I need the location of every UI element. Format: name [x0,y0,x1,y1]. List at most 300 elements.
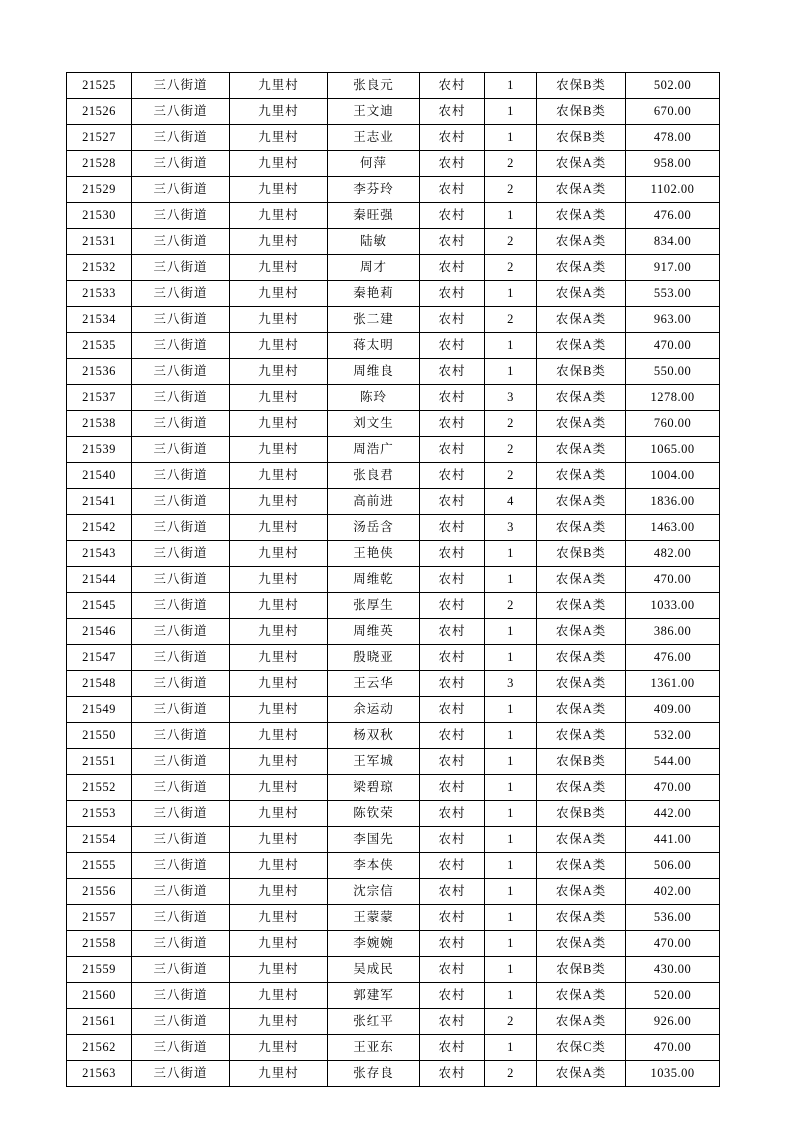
table-row [67,1009,720,1035]
cell-insclass: 农保A类 [537,879,626,905]
cell-name: 秦艳莉 [328,281,420,307]
cell-insclass: 农保C类 [537,1035,626,1061]
cell-insclass: 农保A类 [537,827,626,853]
cell-persons: 2 [485,151,537,177]
cell-name: 李婉婉 [328,931,420,957]
cell-category: 农村 [420,645,485,671]
cell-insclass: 农保B类 [537,73,626,99]
cell-category: 农村 [420,203,485,229]
cell-serial: 21542 [67,515,132,541]
cell-serial: 21543 [67,541,132,567]
cell-name: 王云华 [328,671,420,697]
cell-serial: 21551 [67,749,132,775]
cell-serial: 21532 [67,255,132,281]
cell-village: 九里村 [230,437,328,463]
cell-street: 三八街道 [132,515,230,541]
cell-category: 农村 [420,671,485,697]
cell-name: 郭建军 [328,983,420,1009]
cell-persons: 1 [485,983,537,1009]
cell-insclass: 农保A类 [537,619,626,645]
cell-persons: 1 [485,957,537,983]
cell-persons: 2 [485,437,537,463]
table-row [67,125,720,151]
cell-amount: 476.00 [626,203,720,229]
cell-category: 农村 [420,229,485,255]
cell-village: 九里村 [230,99,328,125]
cell-insclass: 农保A类 [537,385,626,411]
table-row [67,359,720,385]
cell-street: 三八街道 [132,437,230,463]
cell-amount: 1361.00 [626,671,720,697]
cell-category: 农村 [420,957,485,983]
cell-persons: 4 [485,489,537,515]
cell-village: 九里村 [230,619,328,645]
cell-amount: 958.00 [626,151,720,177]
cell-category: 农村 [420,125,485,151]
cell-village: 九里村 [230,73,328,99]
cell-name: 张良君 [328,463,420,489]
cell-persons: 2 [485,307,537,333]
cell-category: 农村 [420,281,485,307]
cell-serial: 21547 [67,645,132,671]
cell-insclass: 农保A类 [537,255,626,281]
cell-category: 农村 [420,515,485,541]
cell-amount: 1033.00 [626,593,720,619]
cell-amount: 1065.00 [626,437,720,463]
cell-village: 九里村 [230,229,328,255]
cell-serial: 21552 [67,775,132,801]
cell-category: 农村 [420,749,485,775]
cell-street: 三八街道 [132,749,230,775]
cell-name: 李芬玲 [328,177,420,203]
cell-street: 三八街道 [132,983,230,1009]
cell-insclass: 农保A类 [537,281,626,307]
cell-serial: 21556 [67,879,132,905]
cell-amount: 476.00 [626,645,720,671]
cell-name: 王志业 [328,125,420,151]
cell-village: 九里村 [230,385,328,411]
cell-insclass: 农保A类 [537,307,626,333]
cell-name: 秦旺强 [328,203,420,229]
cell-category: 农村 [420,437,485,463]
cell-street: 三八街道 [132,723,230,749]
cell-street: 三八街道 [132,671,230,697]
cell-amount: 963.00 [626,307,720,333]
cell-insclass: 农保A类 [537,151,626,177]
table-row [67,697,720,723]
table-row [67,489,720,515]
cell-street: 三八街道 [132,827,230,853]
cell-street: 三八街道 [132,879,230,905]
cell-insclass: 农保A类 [537,177,626,203]
cell-serial: 21544 [67,567,132,593]
cell-insclass: 农保A类 [537,411,626,437]
cell-insclass: 农保B类 [537,957,626,983]
table-row [67,619,720,645]
cell-street: 三八街道 [132,619,230,645]
cell-persons: 1 [485,853,537,879]
cell-street: 三八街道 [132,905,230,931]
cell-name: 王艳侠 [328,541,420,567]
cell-village: 九里村 [230,697,328,723]
cell-category: 农村 [420,619,485,645]
cell-village: 九里村 [230,1009,328,1035]
table-row [67,775,720,801]
cell-category: 农村 [420,463,485,489]
table-row [67,567,720,593]
cell-street: 三八街道 [132,1009,230,1035]
cell-serial: 21553 [67,801,132,827]
cell-persons: 1 [485,541,537,567]
cell-name: 周维英 [328,619,420,645]
cell-street: 三八街道 [132,333,230,359]
cell-village: 九里村 [230,567,328,593]
cell-category: 农村 [420,1035,485,1061]
cell-name: 王亚东 [328,1035,420,1061]
cell-amount: 470.00 [626,567,720,593]
cell-name: 王文迪 [328,99,420,125]
cell-serial: 21540 [67,463,132,489]
cell-amount: 470.00 [626,931,720,957]
table-row [67,281,720,307]
cell-street: 三八街道 [132,359,230,385]
cell-village: 九里村 [230,541,328,567]
cell-name: 杨双秋 [328,723,420,749]
cell-insclass: 农保B类 [537,125,626,151]
cell-persons: 1 [485,125,537,151]
cell-category: 农村 [420,697,485,723]
cell-persons: 1 [485,333,537,359]
cell-amount: 1278.00 [626,385,720,411]
cell-village: 九里村 [230,359,328,385]
table-row [67,177,720,203]
cell-amount: 386.00 [626,619,720,645]
cell-persons: 1 [485,801,537,827]
cell-persons: 2 [485,1009,537,1035]
cell-insclass: 农保A类 [537,515,626,541]
cell-serial: 21530 [67,203,132,229]
cell-category: 农村 [420,411,485,437]
table-row [67,1035,720,1061]
cell-name: 陈玲 [328,385,420,411]
cell-street: 三八街道 [132,567,230,593]
cell-serial: 21548 [67,671,132,697]
cell-insclass: 农保A类 [537,983,626,1009]
cell-persons: 1 [485,99,537,125]
cell-name: 沈宗信 [328,879,420,905]
cell-street: 三八街道 [132,99,230,125]
cell-name: 王蒙蒙 [328,905,420,931]
table-row [67,307,720,333]
cell-category: 农村 [420,177,485,203]
cell-name: 蒋太明 [328,333,420,359]
cell-village: 九里村 [230,801,328,827]
table-row [67,437,720,463]
cell-amount: 670.00 [626,99,720,125]
cell-serial: 21561 [67,1009,132,1035]
cell-amount: 442.00 [626,801,720,827]
cell-amount: 917.00 [626,255,720,281]
cell-street: 三八街道 [132,203,230,229]
cell-amount: 536.00 [626,905,720,931]
cell-persons: 1 [485,749,537,775]
cell-persons: 2 [485,229,537,255]
cell-serial: 21536 [67,359,132,385]
table-row [67,411,720,437]
cell-amount: 470.00 [626,775,720,801]
cell-street: 三八街道 [132,957,230,983]
cell-category: 农村 [420,359,485,385]
cell-name: 高前进 [328,489,420,515]
cell-village: 九里村 [230,775,328,801]
cell-insclass: 农保A类 [537,333,626,359]
cell-amount: 553.00 [626,281,720,307]
cell-persons: 1 [485,567,537,593]
cell-amount: 482.00 [626,541,720,567]
cell-serial: 21549 [67,697,132,723]
cell-name: 殷晓亚 [328,645,420,671]
cell-insclass: 农保A类 [537,697,626,723]
table-row [67,463,720,489]
cell-category: 农村 [420,567,485,593]
cell-amount: 478.00 [626,125,720,151]
cell-name: 周维乾 [328,567,420,593]
table-row [67,1061,720,1087]
cell-village: 九里村 [230,203,328,229]
cell-village: 九里村 [230,515,328,541]
cell-amount: 402.00 [626,879,720,905]
cell-category: 农村 [420,307,485,333]
cell-name: 刘文生 [328,411,420,437]
cell-village: 九里村 [230,853,328,879]
table-row [67,827,720,853]
cell-serial: 21537 [67,385,132,411]
cell-insclass: 农保A类 [537,671,626,697]
cell-serial: 21563 [67,1061,132,1087]
cell-amount: 1004.00 [626,463,720,489]
cell-insclass: 农保A类 [537,853,626,879]
cell-name: 吴成民 [328,957,420,983]
cell-category: 农村 [420,489,485,515]
cell-insclass: 农保A类 [537,931,626,957]
cell-street: 三八街道 [132,229,230,255]
table-row [67,645,720,671]
cell-name: 张红平 [328,1009,420,1035]
cell-serial: 21533 [67,281,132,307]
cell-insclass: 农保B类 [537,359,626,385]
cell-serial: 21560 [67,983,132,1009]
cell-street: 三八街道 [132,801,230,827]
cell-name: 张二建 [328,307,420,333]
table-row [67,801,720,827]
cell-category: 农村 [420,73,485,99]
cell-village: 九里村 [230,1035,328,1061]
table-body [67,73,720,1087]
cell-insclass: 农保A类 [537,645,626,671]
cell-name: 汤岳含 [328,515,420,541]
cell-street: 三八街道 [132,73,230,99]
cell-persons: 1 [485,775,537,801]
cell-serial: 21545 [67,593,132,619]
cell-street: 三八街道 [132,411,230,437]
cell-insclass: 农保A类 [537,593,626,619]
cell-street: 三八街道 [132,541,230,567]
cell-street: 三八街道 [132,593,230,619]
cell-category: 农村 [420,827,485,853]
table-row [67,931,720,957]
cell-village: 九里村 [230,151,328,177]
cell-village: 九里村 [230,1061,328,1087]
cell-village: 九里村 [230,957,328,983]
cell-village: 九里村 [230,645,328,671]
cell-persons: 1 [485,359,537,385]
table-row [67,229,720,255]
cell-street: 三八街道 [132,177,230,203]
cell-serial: 21528 [67,151,132,177]
table-row [67,541,720,567]
cell-serial: 21535 [67,333,132,359]
cell-persons: 1 [485,619,537,645]
cell-street: 三八街道 [132,1061,230,1087]
cell-category: 农村 [420,593,485,619]
cell-street: 三八街道 [132,385,230,411]
cell-serial: 21538 [67,411,132,437]
cell-village: 九里村 [230,879,328,905]
cell-name: 周浩广 [328,437,420,463]
cell-amount: 532.00 [626,723,720,749]
cell-persons: 1 [485,905,537,931]
cell-amount: 470.00 [626,333,720,359]
cell-serial: 21559 [67,957,132,983]
table-row [67,593,720,619]
table-row [67,723,720,749]
cell-category: 农村 [420,723,485,749]
table-row [67,385,720,411]
cell-serial: 21562 [67,1035,132,1061]
cell-category: 农村 [420,541,485,567]
cell-name: 王军城 [328,749,420,775]
cell-insclass: 农保A类 [537,229,626,255]
cell-insclass: 农保B类 [537,541,626,567]
cell-amount: 430.00 [626,957,720,983]
cell-village: 九里村 [230,489,328,515]
cell-amount: 502.00 [626,73,720,99]
cell-serial: 21527 [67,125,132,151]
cell-category: 农村 [420,333,485,359]
cell-name: 周才 [328,255,420,281]
cell-serial: 21526 [67,99,132,125]
cell-insclass: 农保A类 [537,775,626,801]
cell-village: 九里村 [230,333,328,359]
cell-amount: 544.00 [626,749,720,775]
table-row [67,983,720,1009]
cell-serial: 21558 [67,931,132,957]
cell-persons: 1 [485,697,537,723]
cell-village: 九里村 [230,931,328,957]
cell-village: 九里村 [230,671,328,697]
benefit-payment-table [66,72,720,1087]
cell-persons: 2 [485,255,537,281]
cell-village: 九里村 [230,593,328,619]
cell-persons: 1 [485,645,537,671]
cell-village: 九里村 [230,307,328,333]
cell-street: 三八街道 [132,151,230,177]
cell-name: 梁碧琼 [328,775,420,801]
cell-persons: 1 [485,879,537,905]
table-row [67,879,720,905]
table-row [67,99,720,125]
cell-persons: 1 [485,203,537,229]
table-row [67,749,720,775]
cell-category: 农村 [420,853,485,879]
table-row [67,515,720,541]
cell-amount: 1102.00 [626,177,720,203]
cell-persons: 1 [485,827,537,853]
cell-amount: 470.00 [626,1035,720,1061]
cell-village: 九里村 [230,983,328,1009]
cell-category: 农村 [420,931,485,957]
cell-insclass: 农保A类 [537,489,626,515]
cell-insclass: 农保B类 [537,749,626,775]
cell-street: 三八街道 [132,463,230,489]
cell-persons: 3 [485,671,537,697]
cell-street: 三八街道 [132,645,230,671]
cell-amount: 550.00 [626,359,720,385]
cell-amount: 441.00 [626,827,720,853]
cell-serial: 21550 [67,723,132,749]
cell-serial: 21531 [67,229,132,255]
cell-village: 九里村 [230,463,328,489]
cell-serial: 21529 [67,177,132,203]
cell-category: 农村 [420,905,485,931]
cell-name: 张厚生 [328,593,420,619]
cell-insclass: 农保A类 [537,463,626,489]
cell-category: 农村 [420,1061,485,1087]
cell-name: 何萍 [328,151,420,177]
cell-persons: 1 [485,281,537,307]
cell-village: 九里村 [230,905,328,931]
cell-serial: 21534 [67,307,132,333]
cell-village: 九里村 [230,255,328,281]
cell-name: 张存良 [328,1061,420,1087]
cell-serial: 21557 [67,905,132,931]
cell-amount: 834.00 [626,229,720,255]
cell-category: 农村 [420,983,485,1009]
cell-serial: 21539 [67,437,132,463]
cell-name: 余运动 [328,697,420,723]
cell-category: 农村 [420,879,485,905]
cell-name: 李国先 [328,827,420,853]
cell-amount: 1035.00 [626,1061,720,1087]
cell-insclass: 农保A类 [537,905,626,931]
cell-street: 三八街道 [132,489,230,515]
cell-persons: 2 [485,411,537,437]
cell-insclass: 农保B类 [537,99,626,125]
cell-street: 三八街道 [132,281,230,307]
cell-street: 三八街道 [132,853,230,879]
table-row [67,905,720,931]
cell-insclass: 农保B类 [537,801,626,827]
cell-name: 李本侠 [328,853,420,879]
cell-persons: 1 [485,1035,537,1061]
cell-village: 九里村 [230,281,328,307]
cell-amount: 520.00 [626,983,720,1009]
cell-serial: 21555 [67,853,132,879]
cell-name: 陆敏 [328,229,420,255]
cell-village: 九里村 [230,411,328,437]
cell-insclass: 农保A类 [537,723,626,749]
table-row [67,333,720,359]
